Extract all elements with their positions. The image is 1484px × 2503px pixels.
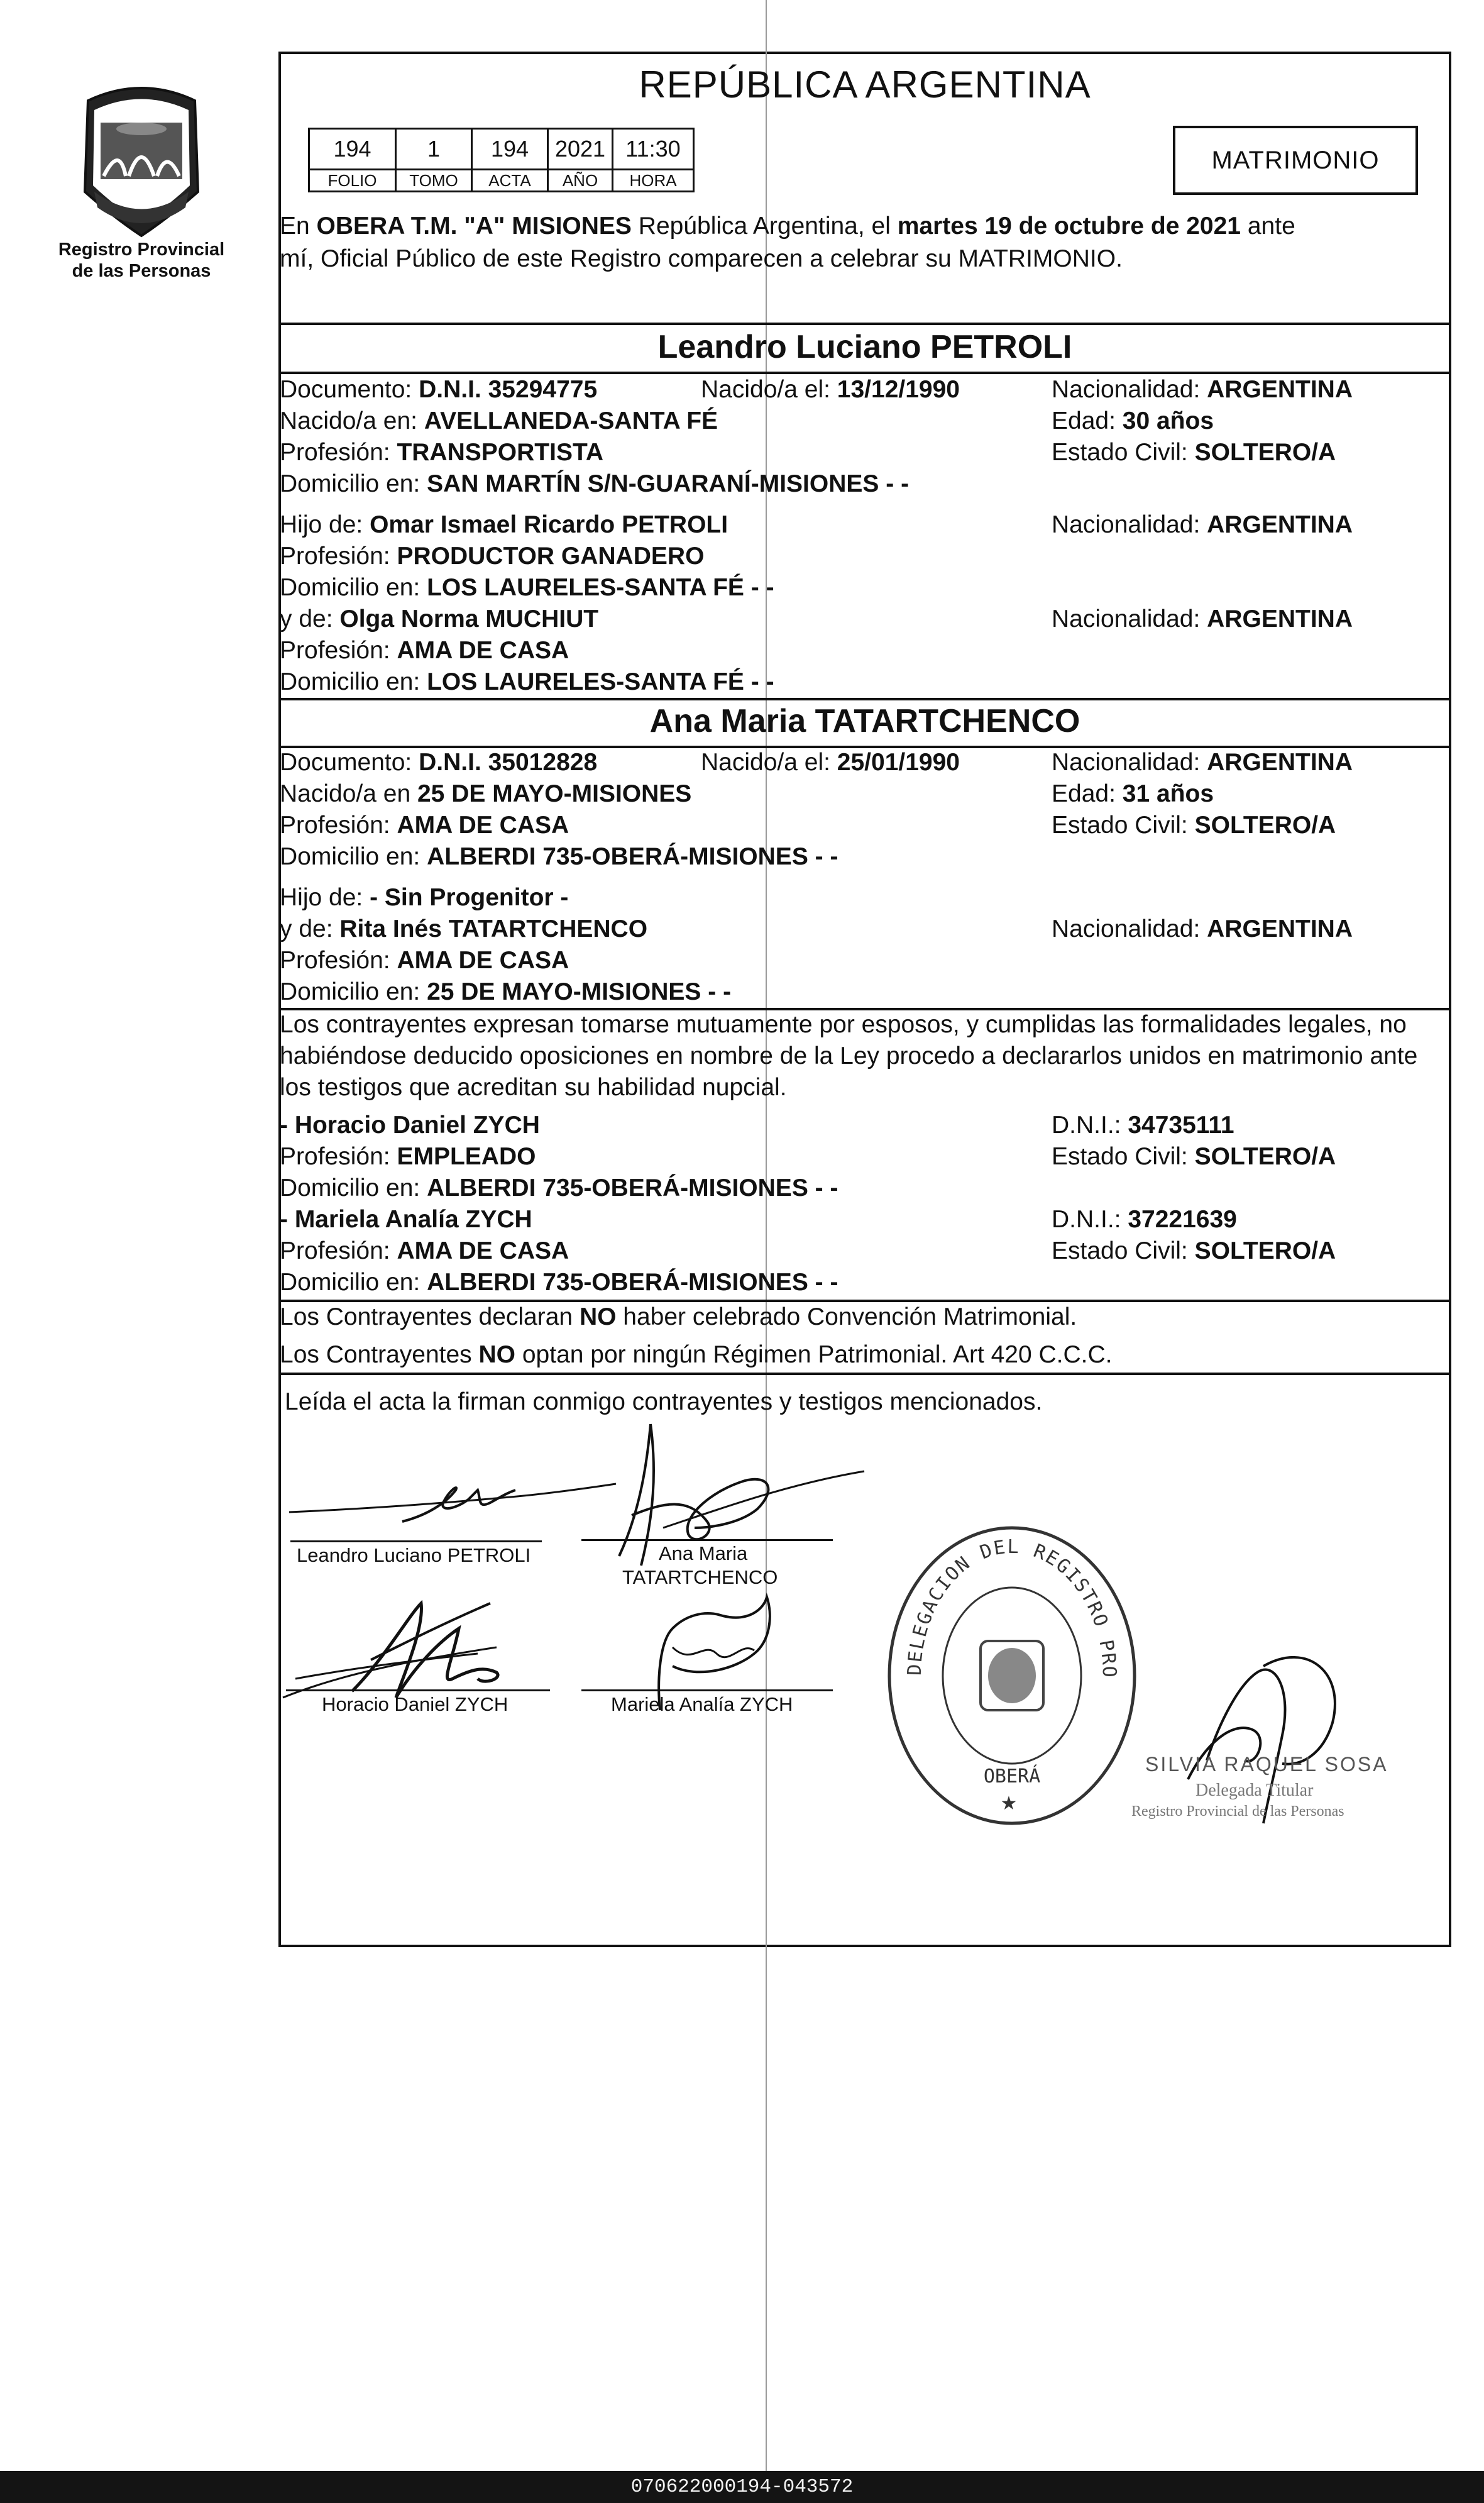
divider: [278, 323, 1451, 325]
groom-mother-nacionalidad: [1050, 604, 1353, 635]
groom-father: [278, 509, 728, 541]
intro-text: En: [280, 213, 317, 240]
anio-label: AÑO: [548, 170, 613, 192]
field-label: Domicilio en:: [280, 843, 427, 870]
field-label: Profesión:: [280, 947, 397, 974]
declaration-line2: habiéndose deducido oposiciones en nombre de la Ley procedo a declararlos unidos en matrimonio ante: [280, 1042, 1418, 1069]
field-label: D.N.I.:: [1052, 1206, 1128, 1233]
field-label: Domicilio en:: [280, 1269, 427, 1296]
field-value: ALBERDI 735-OBERÁ-MISIONES - -: [427, 843, 838, 870]
groom-signature-label: Leandro Luciano PETROLI: [297, 1544, 531, 1566]
field-value: AMA DE CASA: [397, 1237, 569, 1264]
bride-birthdate: [700, 747, 960, 778]
field-value: 25 DE MAYO-MISIONES - -: [427, 978, 732, 1005]
bride-mother-nacionalidad: [1050, 914, 1353, 945]
field-label: Hijo de:: [280, 511, 370, 538]
field-label: Nacido/a en: [280, 780, 417, 807]
field-label: Nacionalidad:: [1052, 376, 1207, 403]
witness1-estado-civil: [1050, 1141, 1336, 1173]
witness2-signature-label: Mariela Analía ZYCH: [611, 1693, 793, 1715]
bride-nacionalidad: [1050, 747, 1353, 778]
bride-profesion: [278, 810, 569, 841]
note-convention: [278, 1301, 1077, 1333]
field-value: ALBERDI 735-OBERÁ-MISIONES - -: [427, 1174, 838, 1202]
intro-line1: [278, 211, 1295, 242]
bride-documento: [278, 747, 597, 778]
bride-signature-label-1: Ana Maria: [659, 1542, 748, 1564]
witness2-signature-line: [581, 1689, 833, 1691]
field-label: Profesión:: [280, 637, 397, 664]
field-value: 13/12/1990: [837, 376, 960, 403]
field-value: SOLTERO/A: [1194, 812, 1336, 839]
field-value: 25 DE MAYO-MISIONES: [417, 780, 692, 807]
field-value: TRANSPORTISTA: [397, 439, 604, 466]
groom-signature-line: [290, 1540, 542, 1542]
groom-birthplace: [278, 406, 718, 437]
witness1-domicilio: [278, 1173, 838, 1204]
bride-mother: [278, 914, 647, 945]
tomo-label: TOMO: [396, 170, 472, 192]
field-value: SAN MARTÍN S/N-GUARANÍ-MISIONES - -: [427, 470, 910, 497]
note-text: optan por ningún Régimen Patrimonial. Art 420 C.C.C.: [515, 1341, 1113, 1368]
groom-mother-profesion: [278, 635, 569, 666]
field-label: Estado Civil:: [1052, 812, 1195, 839]
note-text: Los Contrayentes declaran: [280, 1303, 580, 1330]
field-value: D.N.I. 35294775: [419, 376, 598, 403]
record-type-box: MATRIMONIO: [1173, 126, 1418, 195]
field-value: AMA DE CASA: [397, 947, 569, 974]
field-label: Estado Civil:: [1052, 439, 1195, 466]
acta-label: ACTA: [472, 170, 548, 192]
field-label: y de:: [280, 915, 340, 942]
field-label: Domicilio en:: [280, 470, 427, 497]
register-table: [308, 128, 695, 192]
anio-value: 2021: [548, 129, 613, 170]
groom-estado-civil: [1050, 437, 1336, 468]
field-value: ARGENTINA: [1207, 376, 1353, 403]
hora-value: 11:30: [613, 129, 694, 170]
field-value: ARGENTINA: [1207, 749, 1353, 776]
tomo-value: 1: [396, 129, 472, 170]
field-label: Profesión:: [280, 812, 397, 839]
groom-domicilio: [278, 468, 909, 500]
groom-signature-icon: [289, 1465, 616, 1553]
field-value: Rita Inés TATARTCHENCO: [339, 915, 648, 942]
field-label: Documento:: [280, 749, 419, 776]
official-office: Registro Provincial de las Personas: [1131, 1803, 1344, 1820]
field-label: y de:: [280, 605, 340, 633]
witness2-estado-civil: [1050, 1235, 1336, 1267]
folio-value: 194: [309, 129, 396, 170]
field-label: Profesión:: [280, 1143, 397, 1170]
groom-mother: [278, 604, 598, 635]
intro-text: República Argentina, el: [631, 213, 898, 240]
folio-label: FOLIO: [309, 170, 396, 192]
field-value: LOS LAURELES-SANTA FÉ - -: [427, 574, 774, 601]
witness1-profesion: [278, 1141, 536, 1173]
bride-birthplace: [278, 778, 691, 810]
bride-edad: [1050, 778, 1214, 810]
provincia-misiones-logo-icon: [75, 82, 207, 239]
field-label: Nacionalidad:: [1052, 511, 1207, 538]
note-regime: [278, 1339, 1113, 1371]
hora-label: HORA: [613, 170, 694, 192]
witness1-signature-line: [286, 1689, 550, 1691]
field-value: 31 años: [1122, 780, 1214, 807]
divider: [278, 698, 1451, 700]
groom-father-profesion: [278, 541, 704, 572]
bride-signature-line: [581, 1539, 833, 1541]
note-text: haber celebrado Convención Matrimonial.: [616, 1303, 1077, 1330]
closing-statement: Leída el acta la firman conmigo contrayentes y testigos mencionados.: [285, 1388, 1043, 1415]
groom-father-domicilio: [278, 572, 774, 604]
field-value: Olga Norma MUCHIUT: [339, 605, 599, 633]
field-label: Hijo de:: [280, 884, 370, 911]
field-label: Nacionalidad:: [1052, 605, 1207, 633]
issuer-line2: de las Personas: [72, 261, 211, 281]
field-label: Nacionalidad:: [1052, 749, 1207, 776]
field-label: Profesión:: [280, 439, 397, 466]
field-label: Nacido/a en:: [280, 407, 424, 434]
field-label: Documento:: [280, 376, 419, 403]
field-label: Domicilio en:: [280, 978, 427, 1005]
page-title: REPÚBLICA ARGENTINA: [639, 64, 1091, 106]
groom-profesion: [278, 437, 603, 468]
field-label: Nacido/a el:: [701, 376, 837, 403]
intro-line2: mí, Oficial Público de este Registro comparecen a celebrar su MATRIMONIO.: [280, 245, 1123, 272]
groom-mother-domicilio: [278, 666, 774, 698]
declaration-line3: los testigos que acreditan su habilidad nupcial.: [280, 1074, 787, 1101]
witness1-name: - Horacio Daniel ZYCH: [280, 1112, 540, 1139]
field-label: Domicilio en:: [280, 668, 427, 695]
field-value: LOS LAURELES-SANTA FÉ - -: [427, 668, 774, 695]
field-value: ARGENTINA: [1207, 511, 1353, 538]
issuer-line1: Registro Provincial: [58, 240, 225, 260]
intro-text: ante: [1241, 213, 1295, 240]
field-value: 25/01/1990: [837, 749, 960, 776]
bride-domicilio: [278, 841, 838, 873]
field-label: Edad:: [1052, 780, 1123, 807]
field-value: AMA DE CASA: [397, 812, 569, 839]
field-label: Nacionalidad:: [1052, 915, 1207, 942]
divider: [278, 1373, 1451, 1375]
groom-birthdate: [700, 374, 960, 406]
field-value: AVELLANEDA-SANTA FÉ: [424, 407, 718, 434]
official-name: SILVIA RAQUEL SOSA: [1145, 1753, 1388, 1776]
field-label: Profesión:: [280, 543, 397, 570]
bride-name-heading: Ana Maria TATARTCHENCO: [649, 703, 1080, 739]
field-label: Estado Civil:: [1052, 1237, 1195, 1264]
field-label: D.N.I.:: [1052, 1112, 1128, 1139]
field-value: AMA DE CASA: [397, 637, 569, 664]
groom-father-nacionalidad: [1050, 509, 1353, 541]
note-text: Los Contrayentes: [280, 1341, 479, 1368]
witness2-dni: [1050, 1204, 1237, 1235]
field-label: Domicilio en:: [280, 574, 427, 601]
bride-signature-label-2: TATARTCHENCO: [622, 1566, 778, 1588]
bride-father: [278, 882, 568, 914]
intro-place: OBERA T.M. "A" MISIONES: [316, 213, 632, 240]
bride-estado-civil: [1050, 810, 1336, 841]
field-value: 34735111: [1128, 1112, 1234, 1139]
seal-center-text: OBERÁ: [983, 1765, 1041, 1787]
intro-date: martes 19 de octubre de 2021: [897, 213, 1241, 240]
field-label: Profesión:: [280, 1237, 397, 1264]
issuer-caption: [44, 239, 239, 282]
official-title: Delegada Titular: [1195, 1781, 1314, 1800]
witness1-dni: [1050, 1110, 1234, 1141]
field-value: 37221639: [1128, 1206, 1237, 1233]
acta-value: 194: [472, 129, 548, 170]
field-value: EMPLEADO: [397, 1143, 536, 1170]
field-value: ALBERDI 735-OBERÁ-MISIONES - -: [427, 1269, 838, 1296]
bride-mother-profesion: [278, 945, 569, 976]
field-label: Nacido/a el:: [701, 749, 837, 776]
witness2-domicilio: [278, 1267, 838, 1298]
groom-documento: [278, 374, 597, 406]
field-value: SOLTERO/A: [1194, 439, 1336, 466]
field-value: ARGENTINA: [1207, 605, 1353, 633]
note-emphasis: NO: [478, 1341, 516, 1368]
field-label: Domicilio en:: [280, 1174, 427, 1202]
declaration-line1: Los contrayentes expresan tomarse mutuamente por esposos, y cumplidas las formalidades legales, no: [280, 1011, 1407, 1038]
field-value: SOLTERO/A: [1194, 1143, 1336, 1170]
note-emphasis: NO: [579, 1303, 617, 1330]
groom-nacionalidad: [1050, 374, 1353, 406]
field-label: Estado Civil:: [1052, 1143, 1195, 1170]
field-value: SOLTERO/A: [1194, 1237, 1336, 1264]
field-value: PRODUCTOR GANADERO: [397, 543, 705, 570]
seal-ring-text: DELEGACION DEL REGISTRO PROVINCIAL DE LAS PERSONAS: [876, 1505, 1121, 1679]
official-seal-icon: [876, 1505, 1141, 1830]
document-code-strip: 070622000194-043572: [0, 2471, 1484, 2503]
witness1-signature-label: Horacio Daniel ZYCH: [322, 1693, 508, 1715]
field-value: 30 años: [1122, 407, 1214, 434]
field-value: Omar Ismael Ricardo PETROLI: [370, 511, 728, 538]
witness2-name: - Mariela Analía ZYCH: [280, 1206, 532, 1233]
field-value: - Sin Progenitor -: [370, 884, 569, 911]
field-value: ARGENTINA: [1207, 915, 1353, 942]
groom-edad: [1050, 406, 1214, 437]
bride-mother-domicilio: [278, 976, 731, 1008]
field-label: Edad:: [1052, 407, 1123, 434]
svg-text:★: ★: [1000, 1793, 1018, 1814]
groom-name-heading: Leandro Luciano PETROLI: [657, 329, 1072, 365]
witness2-profesion: [278, 1235, 569, 1267]
field-value: D.N.I. 35012828: [419, 749, 598, 776]
